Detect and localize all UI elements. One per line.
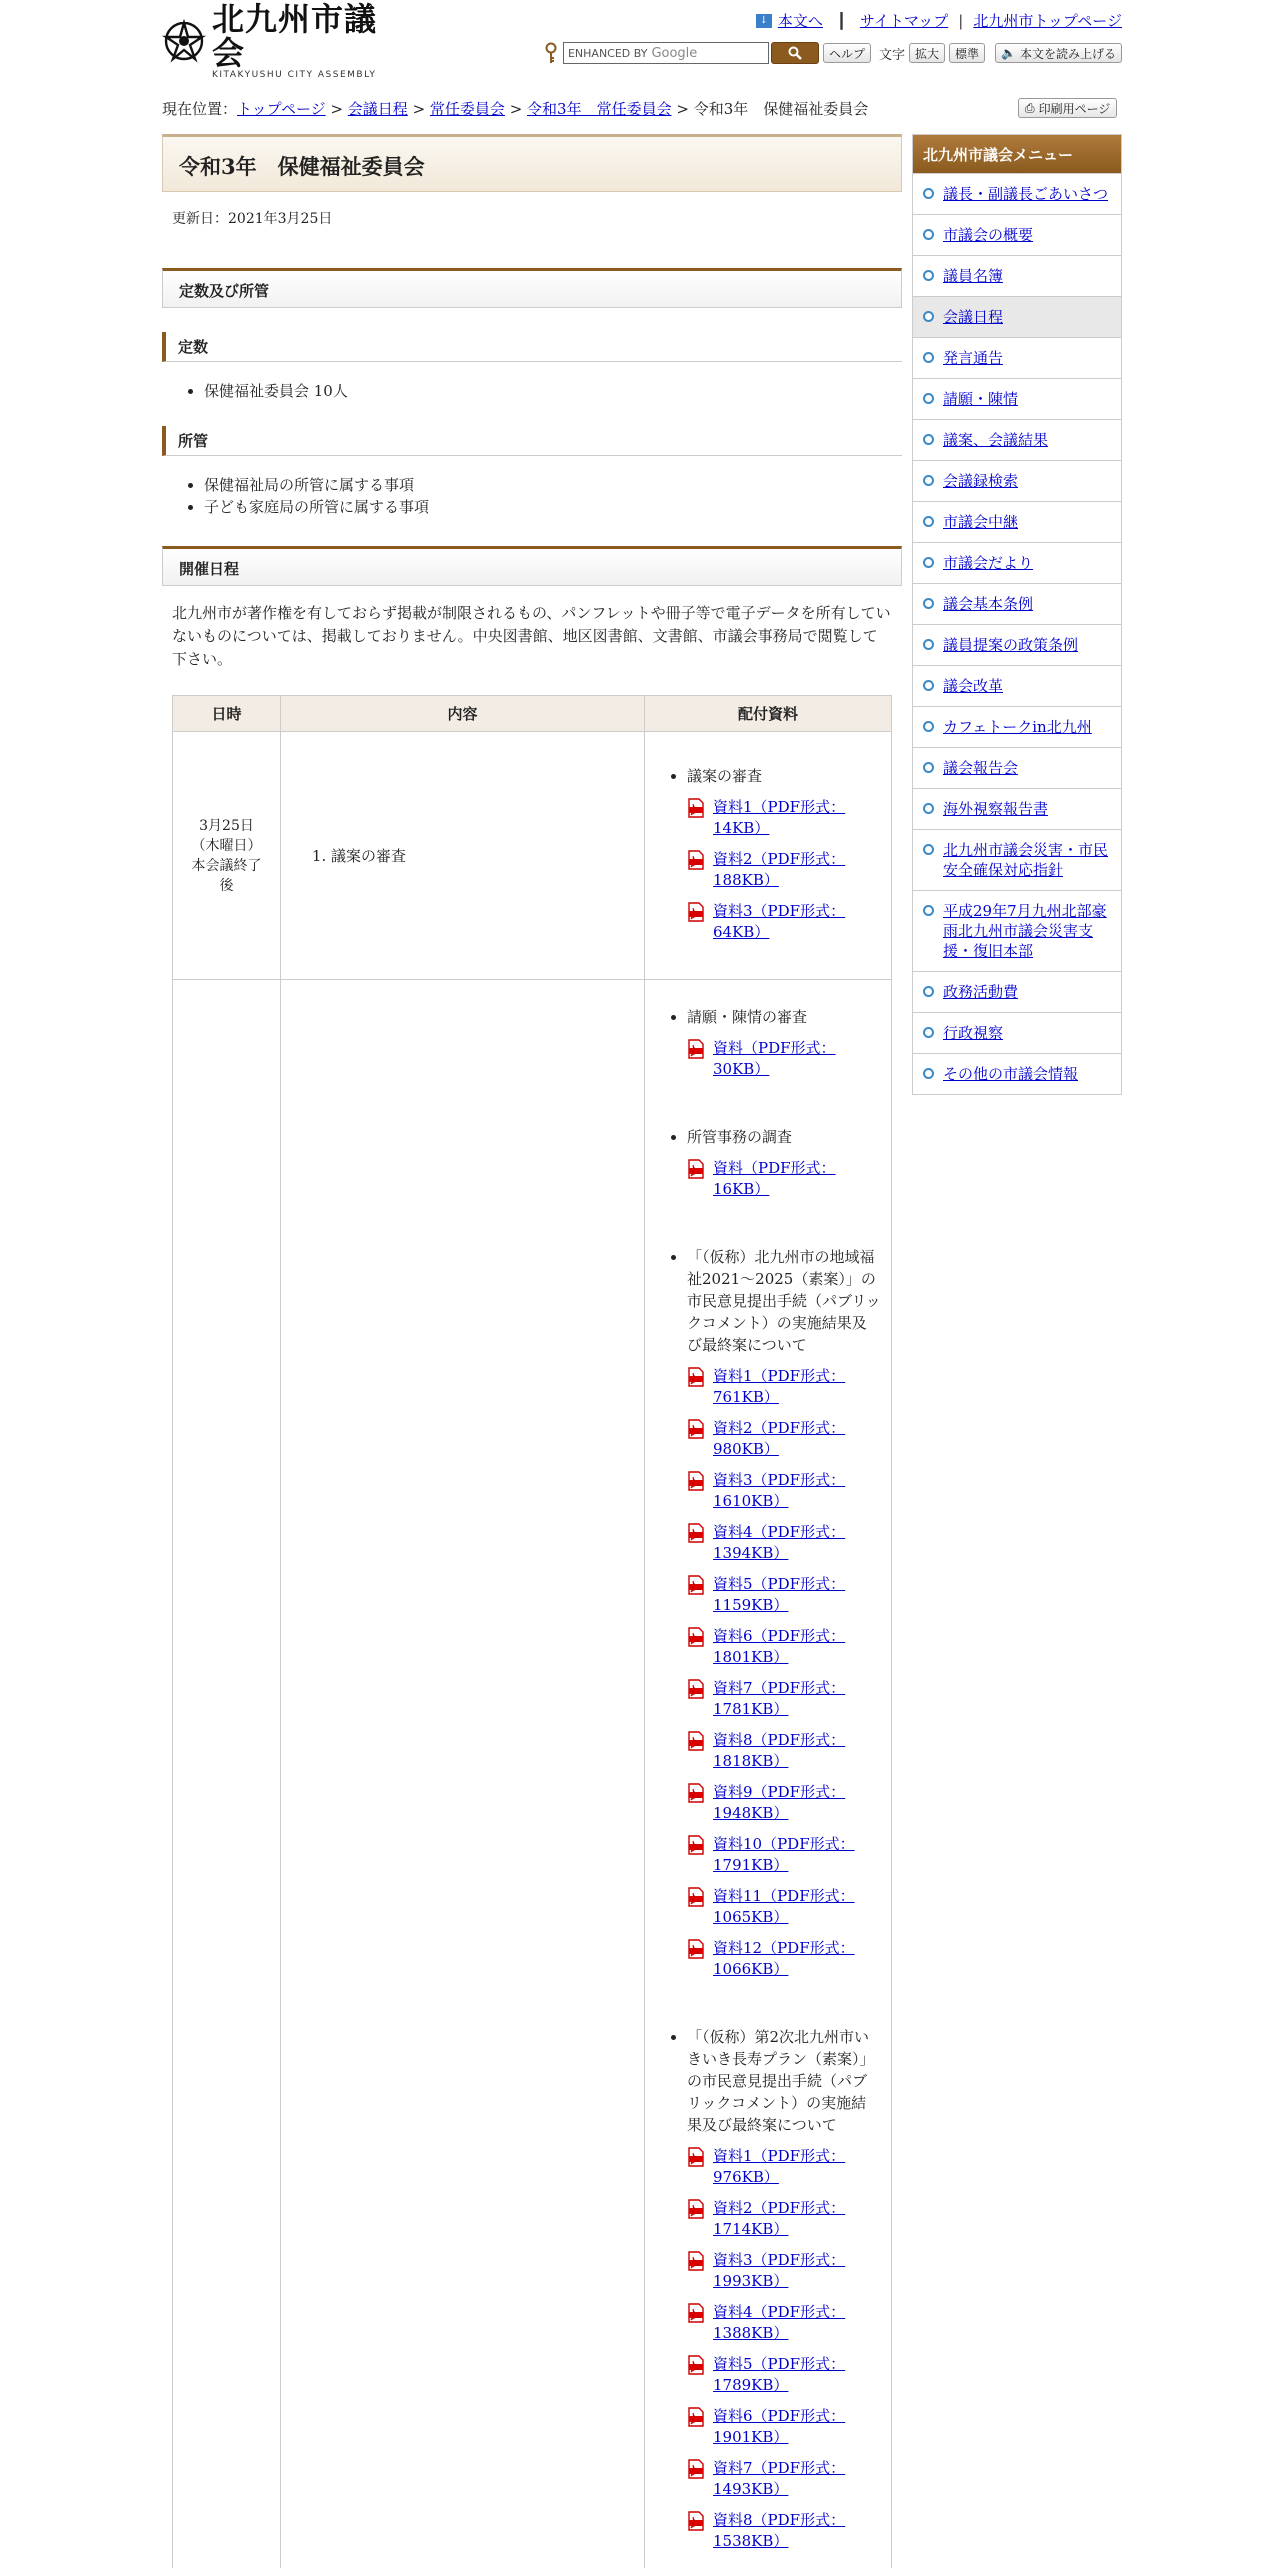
- read-aloud-label: 本文を読み上げる: [1019, 46, 1116, 61]
- date-line: 本会議終了: [191, 857, 262, 874]
- doc-topic: 請願・陳情の審査: [687, 1008, 808, 1026]
- side-menu-item[interactable]: [913, 460, 1121, 501]
- pdf-link[interactable]: 資料9（PDF形式：1948KB）: [713, 1783, 846, 1822]
- pdf-icon: [687, 2147, 705, 2167]
- bullet-circle-icon: [923, 844, 934, 855]
- bullet-circle-icon: [923, 229, 934, 240]
- heading-teisu: 定数: [162, 332, 902, 362]
- list-item: • 子ども家庭局の所管に属する事項: [204, 496, 902, 518]
- doc-group: [663, 1246, 881, 1980]
- side-menu-item[interactable]: [913, 296, 1121, 337]
- bullet-circle-icon: [923, 598, 934, 609]
- pdf-link[interactable]: 資料4（PDF形式：1394KB）: [713, 1523, 846, 1562]
- read-aloud-button[interactable]: [995, 43, 1122, 63]
- side-menu-link[interactable]: 市議会の概要: [943, 226, 1034, 244]
- side-menu-link[interactable]: 議案、会議結果: [943, 431, 1049, 449]
- font-enlarge-button[interactable]: 拡大: [909, 43, 945, 63]
- bullet-circle-icon: [923, 986, 934, 997]
- bullet-circle-icon: [923, 516, 934, 527]
- bullet-circle-icon: [923, 803, 934, 814]
- pdf-icon: [687, 1939, 705, 1959]
- side-menu-item[interactable]: [913, 255, 1121, 296]
- search-input[interactable]: [563, 42, 769, 64]
- shokan-list: [204, 474, 902, 518]
- city-top-link[interactable]: 北九州市トップページ: [973, 12, 1122, 30]
- pdf-link-item: [687, 1038, 881, 1080]
- side-menu-item[interactable]: [913, 624, 1121, 665]
- doc-topic: 所管事務の調査: [687, 1128, 793, 1146]
- breadcrumb-schedule[interactable]: 会議日程: [347, 100, 408, 118]
- schedule-table: [172, 695, 892, 2568]
- side-menu-item[interactable]: [913, 501, 1121, 542]
- breadcrumb-sep: >: [671, 100, 694, 118]
- list-item: • 保健福祉局の所管に属する事項: [204, 474, 902, 496]
- pdf-icon: [687, 2199, 705, 2219]
- side-menu-link[interactable]: 会議日程: [943, 308, 1004, 326]
- breadcrumb-sep: >: [407, 100, 430, 118]
- pdf-link-item: [687, 1366, 881, 1408]
- pdf-link[interactable]: 資料5（PDF形式：1789KB）: [713, 2355, 846, 2394]
- pdf-link-item: [687, 1678, 881, 1720]
- bullet-circle-icon: [923, 680, 934, 691]
- search-icon: [788, 46, 802, 60]
- pdf-link-item: [687, 901, 881, 943]
- pdf-link-item: [687, 1470, 881, 1512]
- side-menu-item[interactable]: [913, 173, 1121, 214]
- sitemap-link[interactable]: サイトマップ: [859, 12, 949, 30]
- breadcrumb: [162, 98, 868, 119]
- pdf-link[interactable]: 資料6（PDF形式：1901KB）: [713, 2407, 846, 2446]
- bullet-circle-icon: [923, 905, 934, 916]
- breadcrumb-r3-committee[interactable]: 令和3年 常任委員会: [527, 100, 672, 118]
- date-line: 後: [219, 877, 234, 894]
- side-menu-item[interactable]: [913, 890, 1121, 971]
- pdf-link-item: [687, 1834, 881, 1876]
- pdf-link-item: [687, 2198, 881, 2240]
- side-menu-item[interactable]: [913, 337, 1121, 378]
- bullet-circle-icon: [923, 311, 934, 322]
- pdf-link-item: [687, 1886, 881, 1928]
- pdf-icon: [687, 1575, 705, 1595]
- doc-group: [663, 1126, 881, 1200]
- content-item: 1. 議案の審査: [331, 845, 644, 866]
- pdf-link[interactable]: 資料8（PDF形式：1538KB）: [713, 2511, 846, 2550]
- section-heading-membership: 定数及び所管: [162, 268, 902, 308]
- pdf-link[interactable]: 資料2（PDF形式：188KB）: [713, 849, 846, 889]
- site-logo[interactable]: [162, 0, 382, 80]
- pdf-link-item: [687, 2406, 881, 2448]
- side-menu-link[interactable]: 平成29年7月九州北部豪雨北九州市議会災害支援・復旧本部: [943, 902, 1107, 960]
- pdf-icon: [687, 1731, 705, 1751]
- breadcrumb-current: 令和3年 保健福祉委員会: [693, 100, 869, 118]
- bullet-circle-icon: [923, 639, 934, 650]
- side-menu-item[interactable]: [913, 1012, 1121, 1053]
- pdf-link[interactable]: 資料（PDF形式：30KB）: [713, 1039, 836, 1078]
- list-item: • 保健福祉委員会 10人: [204, 380, 902, 402]
- side-menu-link[interactable]: 行政視察: [943, 1024, 1004, 1042]
- pdf-link[interactable]: 資料7（PDF形式：1493KB）: [713, 2459, 846, 2498]
- breadcrumb-sep: >: [325, 100, 348, 118]
- date-line: （木曜日）: [191, 837, 262, 854]
- city-emblem-icon: [162, 19, 206, 63]
- pdf-link[interactable]: 資料4（PDF形式：1388KB）: [713, 2303, 846, 2342]
- speaker-icon: 🔈: [1001, 46, 1016, 60]
- updated-date: 更新日：2021年3月25日: [172, 211, 333, 227]
- bullet-circle-icon: [923, 1027, 934, 1038]
- pdf-link-item: [687, 1626, 881, 1668]
- pdf-icon: [687, 1471, 705, 1491]
- side-menu-item[interactable]: [913, 971, 1121, 1012]
- bullet-circle-icon: [923, 557, 934, 568]
- table-header-row: [173, 696, 892, 732]
- pdf-icon: [687, 798, 705, 818]
- pdf-icon: [687, 2355, 705, 2375]
- pdf-link[interactable]: 資料8（PDF形式：1818KB）: [713, 1731, 846, 1770]
- content-cell: [281, 980, 645, 2568]
- top-links: [756, 10, 1122, 31]
- separator: |: [958, 11, 964, 30]
- pdf-link-item: [687, 2302, 881, 2344]
- pdf-link-item: [687, 2458, 881, 2500]
- logo-subtitle: KITAKYUSHU CITY ASSEMBLY: [212, 70, 377, 80]
- pdf-link-item: [687, 1158, 881, 1200]
- side-menu-title: 北九州市議会メニュー: [913, 135, 1121, 173]
- pdf-icon: [687, 1419, 705, 1439]
- breadcrumb-top[interactable]: トップページ: [237, 100, 326, 118]
- side-menu-link[interactable]: 議員提案の政策条例: [943, 636, 1079, 654]
- side-menu-link[interactable]: 海外視察報告書: [943, 800, 1049, 818]
- pdf-link-item: [687, 849, 881, 891]
- pdf-icon: [687, 2511, 705, 2531]
- pdf-icon: [687, 2303, 705, 2323]
- side-menu-link[interactable]: 議会改革: [943, 677, 1004, 695]
- print-page-button[interactable]: [1018, 98, 1117, 118]
- pdf-link[interactable]: 資料3（PDF形式：1610KB）: [713, 1471, 846, 1510]
- section-heading-schedule: 開催日程: [162, 546, 902, 586]
- pdf-icon: [687, 850, 705, 870]
- side-menu-link[interactable]: 議員名簿: [943, 267, 1004, 285]
- search-placeholder: ENHANCED BY: [567, 46, 648, 60]
- bullet-circle-icon: [923, 1068, 934, 1079]
- print-label: 印刷用ページ: [1038, 101, 1111, 116]
- side-menu-link[interactable]: その他の市議会情報: [943, 1065, 1079, 1083]
- table-row: [173, 732, 892, 980]
- bullet-circle-icon: [923, 188, 934, 199]
- pdf-link-item: [687, 1730, 881, 1772]
- pdf-link-item: [687, 1938, 881, 1980]
- side-menu-item[interactable]: [913, 419, 1121, 460]
- pdf-link-item: [687, 2510, 881, 2552]
- pdf-link-item: [687, 1574, 881, 1616]
- col-docs: 配付資料: [645, 696, 892, 732]
- search-brand: Google: [651, 45, 698, 61]
- date-cell: [173, 732, 281, 980]
- side-menu-item[interactable]: [913, 214, 1121, 255]
- date-line: 3月25日: [199, 817, 254, 834]
- col-content: 内容: [281, 696, 645, 732]
- search-button[interactable]: [771, 42, 819, 64]
- side-menu-link[interactable]: 政務活動費: [943, 983, 1019, 1001]
- pdf-icon: [687, 1783, 705, 1803]
- pdf-link[interactable]: 資料（PDF形式：16KB）: [713, 1159, 836, 1198]
- side-menu-item[interactable]: [913, 788, 1121, 829]
- bullet-circle-icon: [923, 721, 934, 732]
- pdf-link[interactable]: 資料12（PDF形式：1066KB）: [713, 1939, 855, 1978]
- breadcrumb-prefix: 現在位置：: [162, 100, 238, 118]
- pdf-icon: [687, 1679, 705, 1699]
- side-menu-link[interactable]: 市議会だより: [943, 554, 1034, 572]
- breadcrumb-standing-committee[interactable]: 常任委員会: [429, 100, 505, 118]
- doc-group: [663, 765, 881, 943]
- doc-group: [663, 1006, 881, 1080]
- pdf-link[interactable]: 資料6（PDF形式：1801KB）: [713, 1627, 846, 1666]
- side-menu-link[interactable]: 市議会中継: [943, 513, 1019, 531]
- teisu-list: [204, 380, 902, 402]
- table-row: [173, 980, 892, 2568]
- logo-title: 北九州市議会: [212, 0, 378, 72]
- skip-to-content-link[interactable]: 本文へ: [777, 12, 823, 30]
- bullet-circle-icon: [923, 270, 934, 281]
- pdf-link[interactable]: 資料10（PDF形式：1791KB）: [713, 1835, 855, 1874]
- pdf-link[interactable]: 資料5（PDF形式：1159KB）: [713, 1575, 846, 1614]
- side-menu-link[interactable]: 請願・陳情: [943, 390, 1019, 408]
- font-standard-button[interactable]: 標準: [949, 43, 985, 63]
- side-menu-item[interactable]: [913, 747, 1121, 788]
- bullet-circle-icon: [923, 393, 934, 404]
- font-size-label: 文字: [878, 47, 905, 63]
- pdf-link-item: [687, 1522, 881, 1564]
- side-menu-item[interactable]: [913, 706, 1121, 747]
- pdf-link-item: [687, 797, 881, 839]
- side-menu-link[interactable]: 議長・副議長ごあいさつ: [943, 185, 1109, 203]
- pdf-link[interactable]: 資料1（PDF形式：761KB）: [713, 1367, 846, 1406]
- bullet-circle-icon: [923, 352, 934, 363]
- site-header: [162, 0, 1122, 90]
- pdf-link-item: [687, 2250, 881, 2292]
- pdf-icon: [687, 1367, 705, 1387]
- pdf-icon: [687, 1039, 705, 1059]
- down-arrow-icon: ↓: [756, 14, 772, 28]
- col-date: 日時: [173, 696, 281, 732]
- side-menu-link[interactable]: カフェトークin北九州: [943, 718, 1092, 736]
- pdf-link-item: [687, 2146, 881, 2188]
- pdf-icon: [687, 2251, 705, 2271]
- help-button[interactable]: ヘルプ: [823, 43, 871, 63]
- tool-row: [543, 42, 1122, 64]
- doc-topic: 「（仮称）第2次北九州市いきいき長寿プラン（素案）」の市民意見提出手続（パブリックコメント）の実施結果及び最終案について: [687, 2028, 875, 2134]
- side-menu-link[interactable]: 発言通告: [943, 349, 1004, 367]
- pdf-link-item: [687, 1418, 881, 1460]
- content-cell: [281, 732, 645, 980]
- page-title: 令和3年 保健福祉委員会: [162, 134, 902, 192]
- separator: ┃: [836, 11, 846, 30]
- doc-topic: 「（仮称）北九州市の地域福祉2021～2025（素案）」の市民意見提出手続（パブリックコメント）の実施結果及び最終案について: [687, 1248, 881, 1354]
- pdf-link[interactable]: 資料1（PDF形式：976KB）: [713, 2147, 846, 2186]
- key-icon: [543, 42, 559, 64]
- side-menu-item[interactable]: [913, 1053, 1121, 1094]
- side-menu-item[interactable]: [913, 583, 1121, 624]
- side-menu-item[interactable]: [913, 378, 1121, 419]
- bullet-circle-icon: [923, 434, 934, 445]
- side-menu-link[interactable]: 議会報告会: [943, 759, 1019, 777]
- pdf-icon: [687, 902, 705, 922]
- side-menu-item[interactable]: [913, 542, 1121, 583]
- pdf-link[interactable]: 資料3（PDF形式：64KB）: [713, 901, 846, 941]
- intro-text: 北九州市が著作権を有しておらず掲載が制限されるもの、パンフレットや冊子等で電子データを所有していないものについては、掲載しておりません。中央図書館、地区図書館、文書館、市議会事務局で閲覧して下さい。: [172, 604, 891, 668]
- side-menu-link[interactable]: 議会基本条例: [943, 595, 1034, 613]
- pdf-link[interactable]: 資料2（PDF形式：980KB）: [713, 1419, 846, 1458]
- pdf-icon: [687, 2459, 705, 2479]
- date-cell: [173, 980, 281, 2568]
- pdf-icon: [687, 1159, 705, 1179]
- main-content: [162, 134, 902, 2568]
- docs-cell: [645, 732, 892, 980]
- pdf-link-item: [687, 1782, 881, 1824]
- pdf-link[interactable]: 資料1（PDF形式：14KB）: [713, 797, 846, 837]
- pdf-icon: [687, 1627, 705, 1647]
- pdf-link[interactable]: 資料11（PDF形式：1065KB）: [713, 1887, 855, 1926]
- doc-group: [663, 2026, 881, 2552]
- printer-icon: ⎙: [1025, 100, 1035, 115]
- breadcrumb-sep: >: [504, 100, 528, 118]
- pdf-icon: [687, 1887, 705, 1907]
- pdf-icon: [687, 1523, 705, 1543]
- bullet-circle-icon: [923, 762, 934, 773]
- docs-cell: [645, 980, 892, 2568]
- side-menu-item[interactable]: [913, 829, 1121, 890]
- side-menu-item[interactable]: [913, 665, 1121, 706]
- doc-topic: 議案の審査: [687, 766, 763, 785]
- side-menu-link[interactable]: 北九州市議会災害・市民安全確保対応指針: [943, 841, 1109, 879]
- pdf-link[interactable]: 資料3（PDF形式：1993KB）: [713, 2251, 846, 2290]
- pdf-link-item: [687, 2354, 881, 2396]
- side-menu-link[interactable]: 会議録検索: [943, 472, 1019, 490]
- pdf-icon: [687, 1835, 705, 1855]
- pdf-icon: [687, 2407, 705, 2427]
- bullet-circle-icon: [923, 475, 934, 486]
- pdf-link[interactable]: 資料2（PDF形式：1714KB）: [713, 2199, 846, 2238]
- pdf-link[interactable]: 資料7（PDF形式：1781KB）: [713, 1679, 846, 1718]
- side-menu: [912, 134, 1122, 1095]
- heading-shokan: 所管: [162, 426, 902, 456]
